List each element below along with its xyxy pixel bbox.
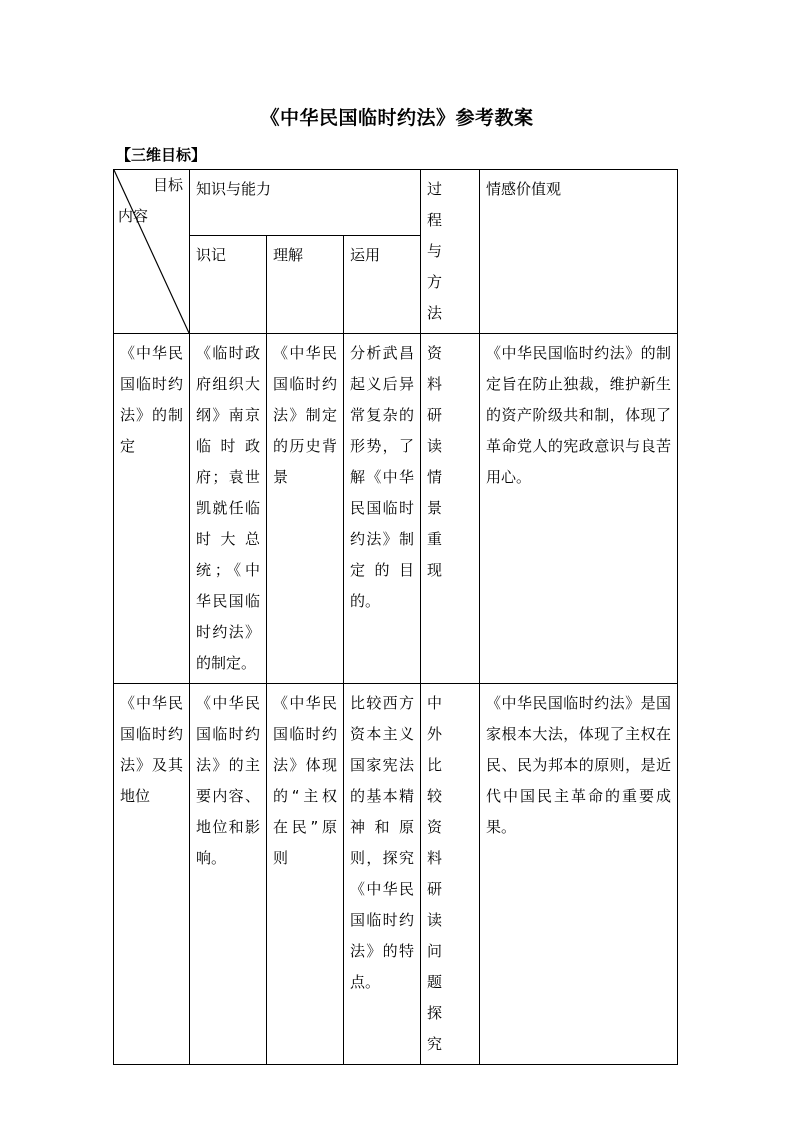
corner-label-objective: 目标 bbox=[152, 176, 183, 194]
knowledge-ability-header: 知识与能力 bbox=[190, 170, 421, 236]
cell-emotion: 《中华民国临时约法》是国家根本大法，体现了主权在民、民为邦本的原则，是近代中国民主革命的重要成果。 bbox=[480, 684, 678, 1065]
cell-process: 中外比较资料研读问题探究 bbox=[421, 684, 480, 1065]
cell-memorize: 《临时政府组织大纲》南京临时政府；袁世凯就任临时大总统；《中华民国临时约法》的制定。 bbox=[190, 334, 267, 684]
cell-memorize: 《中华民国临时约法》的主要内容、地位和影响。 bbox=[190, 684, 267, 1065]
cell-apply: 比较西方资本主义国家宪法的基本精神和原则，探究《中华民国临时约法》的特点。 bbox=[344, 684, 421, 1065]
cell-process: 资料研读情景重现 bbox=[421, 334, 480, 684]
subheader-memorize: 识记 bbox=[190, 236, 267, 334]
section-heading: 【三维目标】 bbox=[116, 146, 207, 164]
table-row bbox=[114, 334, 678, 684]
cell-understand: 《中华民国临时约法》制定的历史背景 bbox=[267, 334, 344, 684]
subheader-apply: 运用 bbox=[344, 236, 421, 334]
cell-content: 《中华民国临时约法》的制定 bbox=[114, 334, 190, 684]
corner-label-content: 内容 bbox=[118, 207, 149, 225]
cell-content: 《中华民国临时约法》及其地位 bbox=[114, 684, 190, 1065]
document-title: 《中华民国临时约法》参考教案 bbox=[260, 107, 534, 129]
emotion-value-header: 情感价值观 bbox=[480, 170, 678, 334]
diagonal-header-cell bbox=[114, 170, 190, 334]
cell-emotion: 《中华民国临时约法》的制定旨在防止独裁，维护新生的资产阶级共和制，体现了革命党人的宪政意识与良苦用心。 bbox=[480, 334, 678, 684]
objectives-table bbox=[113, 169, 678, 1065]
process-method-header: 过 程 与 方 法 bbox=[421, 170, 480, 334]
cell-apply: 分析武昌起义后异常复杂的形势，了解《中华民国临时约法》制定的目的。 bbox=[344, 334, 421, 684]
table-row bbox=[114, 684, 678, 1065]
header-row bbox=[114, 170, 678, 236]
subheader-understand: 理解 bbox=[267, 236, 344, 334]
cell-understand: 《中华民国临时约法》体现的“主权在民”原则 bbox=[267, 684, 344, 1065]
